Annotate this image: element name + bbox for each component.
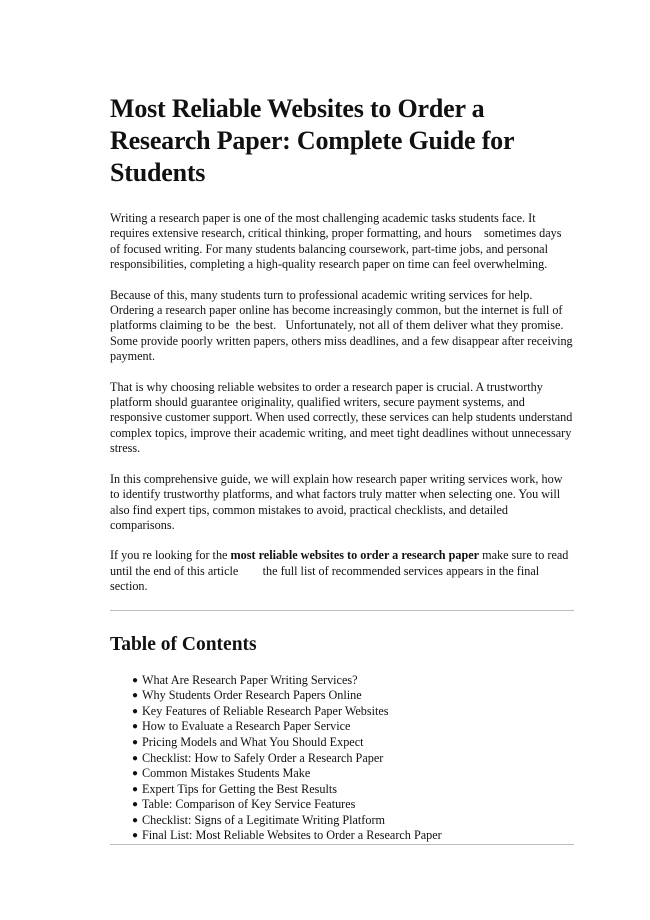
bullet-icon: ● bbox=[132, 830, 139, 842]
paragraph-5-bold-keyword: most reliable websites to order a research paper bbox=[230, 548, 480, 563]
toc-item-label: Key Features of Reliable Research Paper Websites bbox=[142, 703, 389, 718]
toc-item bbox=[132, 688, 574, 704]
toc-heading: Table of Contents bbox=[110, 633, 257, 655]
toc-item bbox=[132, 719, 574, 735]
toc-item bbox=[132, 766, 574, 782]
bullet-icon: ● bbox=[132, 768, 139, 780]
intro-paragraph-3: That is why choosing reliable websites to order a research paper is crucial. A trustworthy platform should guarantee originality, qualified writers, secure payment systems, and responsive customer support. When used correctly, these services can help students understand complex topics, improve their academic writing, and meet tight deadlines without unnecessary stress. bbox=[110, 379, 573, 456]
document-title: Most Reliable Websites to Order a Research Paper: Complete Guide for Students bbox=[110, 94, 514, 187]
toc-item bbox=[132, 797, 574, 813]
toc-item-label: How to Evaluate a Research Paper Service bbox=[142, 719, 351, 734]
toc-item bbox=[132, 782, 574, 798]
document-page bbox=[110, 93, 574, 845]
bullet-icon: ● bbox=[132, 783, 139, 795]
toc-item-label: What Are Research Paper Writing Services? bbox=[142, 672, 358, 687]
bullet-icon: ● bbox=[132, 674, 139, 686]
bullet-icon: ● bbox=[132, 752, 139, 764]
toc-item-label: Checklist: How to Safely Order a Research Paper bbox=[142, 750, 384, 765]
toc-item bbox=[132, 813, 574, 829]
toc-item bbox=[132, 673, 574, 689]
toc-item-label: Checklist: Signs of a Legitimate Writing Platform bbox=[142, 812, 385, 827]
toc-item bbox=[132, 704, 574, 720]
bullet-icon: ● bbox=[132, 799, 139, 811]
toc-item-label: Common Mistakes Students Make bbox=[142, 766, 311, 781]
intro-paragraph-4: In this comprehensive guide, we will explain how research paper writing services work, how to identify trustworthy platforms, and what factors truly matter when selecting one. You will also find expert tips, common mistakes to avoid, practical checklists, and detailed comparisons. bbox=[110, 471, 563, 532]
bullet-icon: ● bbox=[132, 690, 139, 702]
toc-item bbox=[132, 735, 574, 751]
paragraph-5-text-end: make sure to read until the end of this article the full list of recommended services appears in the final section. bbox=[110, 548, 569, 594]
toc-item-label: Table: Comparison of Key Service Features bbox=[142, 797, 356, 812]
toc-item bbox=[132, 751, 574, 767]
bullet-icon: ● bbox=[132, 721, 139, 733]
section-divider bbox=[110, 610, 574, 611]
intro-paragraph-1: Writing a research paper is one of the most challenging academic tasks students face. It requires extensive research, critical thinking, proper formatting, and hours sometimes days of focused writing. For many students balancing coursework, part-time jobs, and personal responsibilities, completing a high-quality research paper on time can feel overwhelming. bbox=[110, 211, 574, 272]
toc-item-label: Why Students Order Research Papers Online bbox=[142, 688, 362, 703]
toc-item-label: Expert Tips for Getting the Best Results bbox=[142, 781, 337, 796]
intro-paragraph-2: Because of this, many students turn to professional academic writing services for help. Ordering a research paper online has become increasingly common, but the internet is full of platforms claiming to be the best. Unfortunately, not all of them deliver what they promise. Some provide poorly written papers, others miss deadlines, and a few disappear after receiving payment. bbox=[110, 287, 573, 364]
paragraph-5-text-start: If you re looking for the bbox=[110, 548, 231, 563]
bullet-icon: ● bbox=[132, 736, 139, 748]
bottom-divider bbox=[110, 844, 574, 845]
toc-item-label: Final List: Most Reliable Websites to Order a Research Paper bbox=[142, 828, 442, 843]
intro-paragraph-5 bbox=[110, 548, 574, 594]
bullet-icon: ● bbox=[132, 705, 139, 717]
toc-item bbox=[132, 828, 574, 844]
toc-list bbox=[110, 673, 574, 845]
toc-item-label: Pricing Models and What You Should Expect bbox=[142, 734, 364, 749]
bullet-icon: ● bbox=[132, 814, 139, 826]
